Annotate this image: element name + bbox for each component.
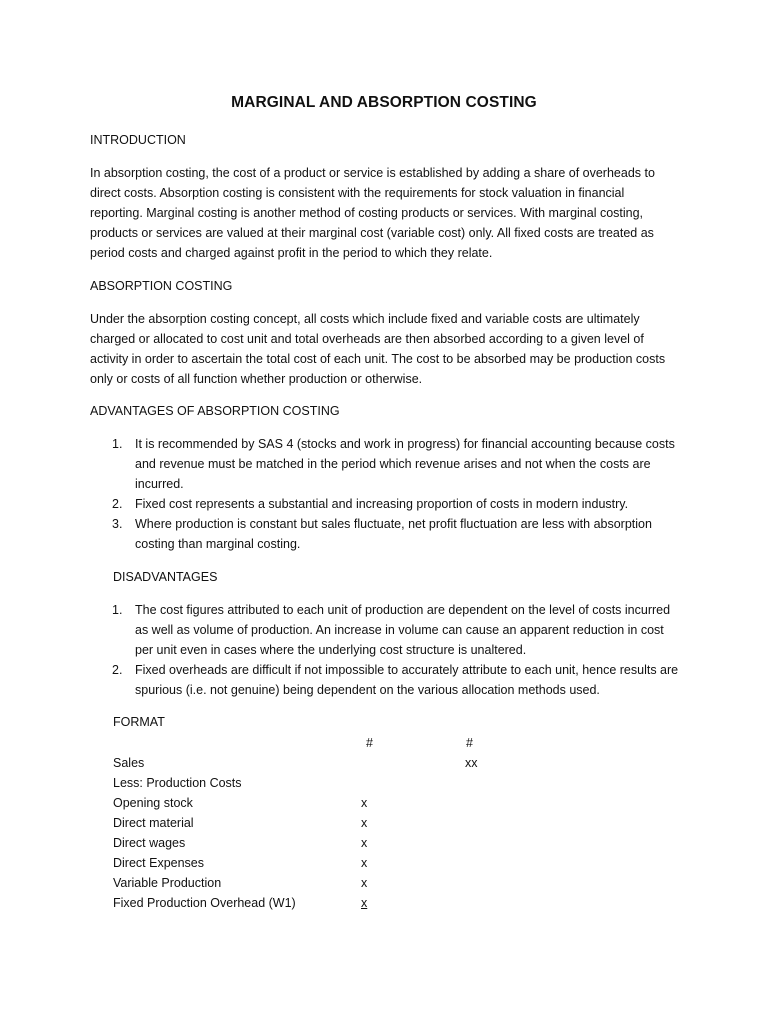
format-heading: FORMAT bbox=[113, 715, 165, 729]
table-row bbox=[113, 873, 533, 893]
document-title: MARGINAL AND ABSORPTION COSTING bbox=[231, 94, 537, 111]
list-item-text: Fixed cost represents a substantial and increasing proportion of costs in modern industry. bbox=[135, 497, 629, 511]
list-item-number: 1. bbox=[112, 437, 123, 451]
absorption-costing-heading: ABSORPTION COSTING bbox=[90, 279, 233, 293]
introduction-heading: INTRODUCTION bbox=[90, 133, 186, 147]
row-value-col1: x bbox=[361, 876, 368, 890]
list-item bbox=[112, 514, 682, 554]
table-row bbox=[113, 793, 533, 813]
list-item-text: The cost figures attributed to each unit of production are dependent on the level of costs incurred as well as volume of production. An increase in volume can cause an apparent reduction in cost per unit even in cases where the underlying cost structure is unaltered. bbox=[135, 603, 671, 657]
list-item bbox=[112, 494, 682, 514]
list-item-text: Fixed overheads are difficult if not impossible to accurately attribute to each unit, hence results are spurious (i.e. not genuine) being dependent on the various allocation methods used. bbox=[135, 663, 679, 697]
row-label: Less: Production Costs bbox=[113, 776, 242, 790]
list-item-number: 3. bbox=[112, 517, 123, 531]
row-label: Opening stock bbox=[113, 796, 193, 810]
row-label: Direct Expenses bbox=[113, 856, 205, 870]
row-label: Sales bbox=[113, 756, 145, 770]
row-value-col1: x bbox=[361, 836, 368, 850]
row-label: Direct wages bbox=[113, 836, 186, 850]
disadvantages-list bbox=[112, 600, 682, 700]
row-label: Fixed Production Overhead (W1) bbox=[113, 896, 296, 910]
column-header: # bbox=[466, 736, 473, 750]
list-item bbox=[112, 660, 682, 700]
list-item-text: Where production is constant but sales fluctuate, net profit fluctuation are less with absorption costing than marginal costing. bbox=[135, 517, 652, 551]
column-header: # bbox=[366, 736, 373, 750]
advantages-list bbox=[112, 434, 682, 554]
table-row bbox=[113, 813, 533, 833]
table-row bbox=[113, 753, 533, 773]
format-column-headers bbox=[113, 733, 533, 753]
table-row bbox=[113, 853, 533, 873]
list-item bbox=[112, 600, 682, 660]
list-item-number: 2. bbox=[112, 497, 123, 511]
list-item-number: 1. bbox=[112, 603, 123, 617]
advantages-heading: ADVANTAGES OF ABSORPTION COSTING bbox=[90, 404, 340, 418]
row-label: Direct material bbox=[113, 816, 194, 830]
table-row bbox=[113, 773, 533, 793]
row-value-col2: xx bbox=[465, 756, 478, 770]
list-item-text: It is recommended by SAS 4 (stocks and work in progress) for financial accounting because costs and revenue must be matched in the period which revenue arises and not when the costs are incurred. bbox=[135, 437, 675, 491]
row-value-col1: x bbox=[361, 796, 368, 810]
list-item bbox=[112, 434, 682, 494]
row-value-col1: x bbox=[361, 896, 368, 910]
table-row bbox=[113, 833, 533, 853]
list-item-number: 2. bbox=[112, 663, 123, 677]
table-row bbox=[113, 893, 533, 913]
row-label: Variable Production bbox=[113, 876, 222, 890]
absorption-costing-paragraph: Under the absorption costing concept, all costs which include fixed and variable costs are ultimately charged or allocated to cost unit and total overheads are then absorbed according to a given level of activity in order to ascertain the total cost of each unit. The cost to be absorbed may be production costs only or costs of all function whether production or otherwise. bbox=[90, 312, 666, 386]
row-value-col1: x bbox=[361, 816, 368, 830]
introduction-paragraph: In absorption costing, the cost of a product or service is established by adding a share of overheads to direct costs. Absorption costing is consistent with the requirements for stock valuation in financial reporting. Marginal costing is another method of costing products or services. With marginal costing, products or services are valued at their marginal cost (variable cost) only. All fixed costs are treated as period costs and charged against profit in the period to which they relate. bbox=[90, 166, 655, 260]
row-value-col1: x bbox=[361, 856, 368, 870]
disadvantages-heading: DISADVANTAGES bbox=[113, 570, 218, 584]
